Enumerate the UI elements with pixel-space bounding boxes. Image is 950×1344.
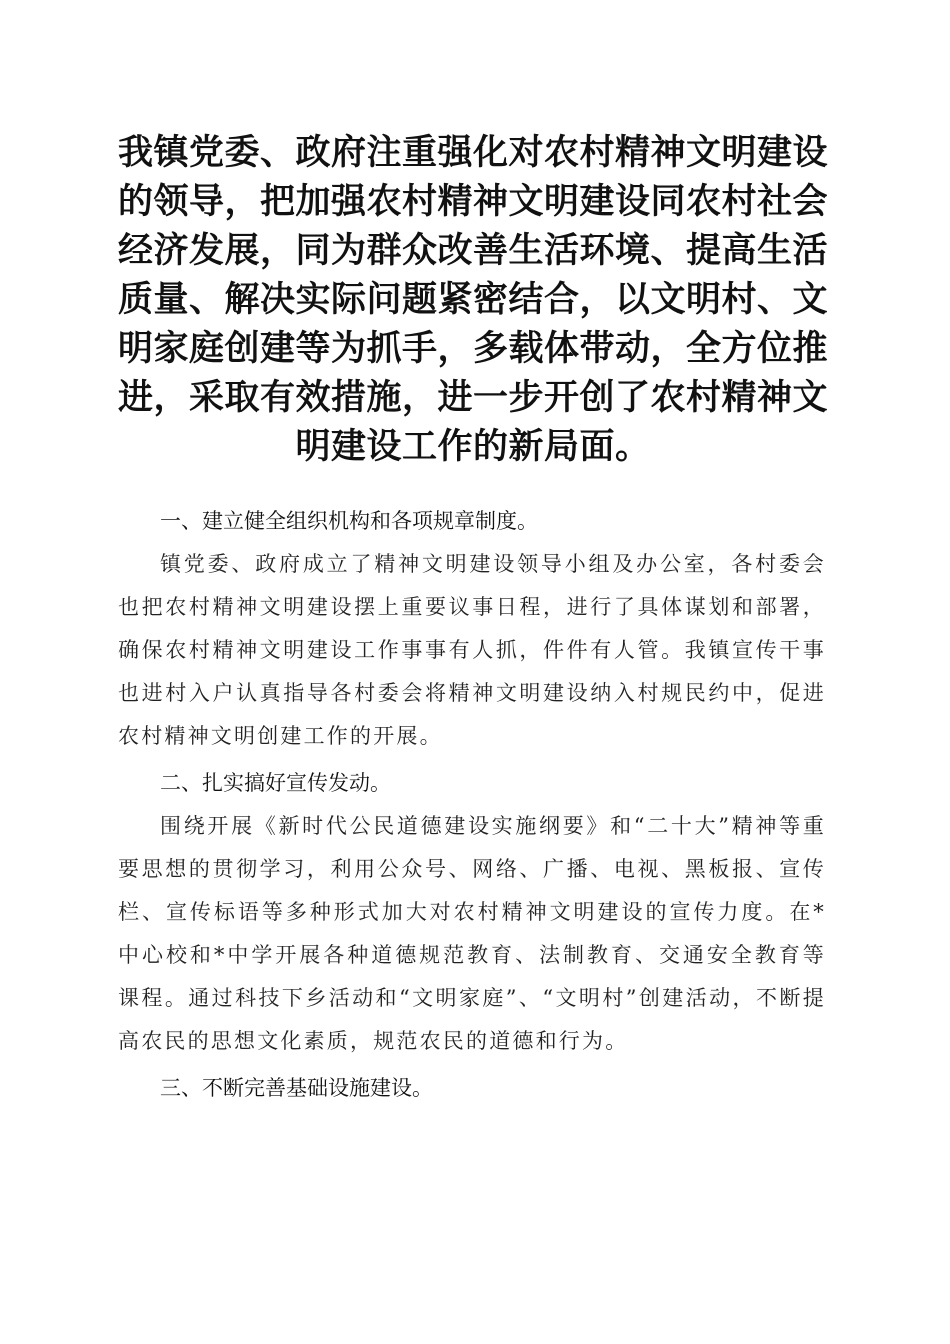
section-paragraph-1: 镇党委、政府成立了精神文明建设领导小组及办公室，各村委会也把农村精神文明建设摆上重要议事日程，进行了具体谋划和部署，确保农村精神文明建设工作事事有人抓，件件有人管。我镇宣传干事也进村入户认真指导各村委会将精神文明建设纳入村规民约中，促进农村精神文明创建工作的开展。 — [118, 552, 826, 748]
section-paragraph-2: 围绕开展《新时代公民道德建设实施纲要》和“二十大”精神等重要思想的贯彻学习，利用公众号、网络、广播、电视、黑板报、宣传栏、宣传标语等多种形式加大对农村精神文明建设的宣传力度。在*中心校和*中学开展各种道德规范教育、法制教育、交通安全教育等课程。通过科技下乡活动和“文明家庭”、“文明村”创建活动，不断提高农民的思想文化素质，规范农民的道德和行为。 — [118, 814, 826, 1053]
document-body — [118, 500, 826, 1110]
document-title: 我镇党委、政府注重强化对农村精神文明建设的领导，把加强农村精神文明建设同农村社会经济发展，同为群众改善生活环境、提高生活质量、解决实际问题紧密结合，以文明村、文明家庭创建等为抓手，多载体带动，全方位推进，采取有效措施，进一步开创了农村精神文明建设工作的新局面。 — [118, 132, 829, 467]
section-heading-3: 三、不断完善基础设施建设。 — [160, 1076, 433, 1100]
section-heading-2: 二、扎实搞好宣传发动。 — [160, 771, 391, 795]
section-heading-1: 一、建立健全组织机构和各项规章制度。 — [160, 509, 538, 533]
